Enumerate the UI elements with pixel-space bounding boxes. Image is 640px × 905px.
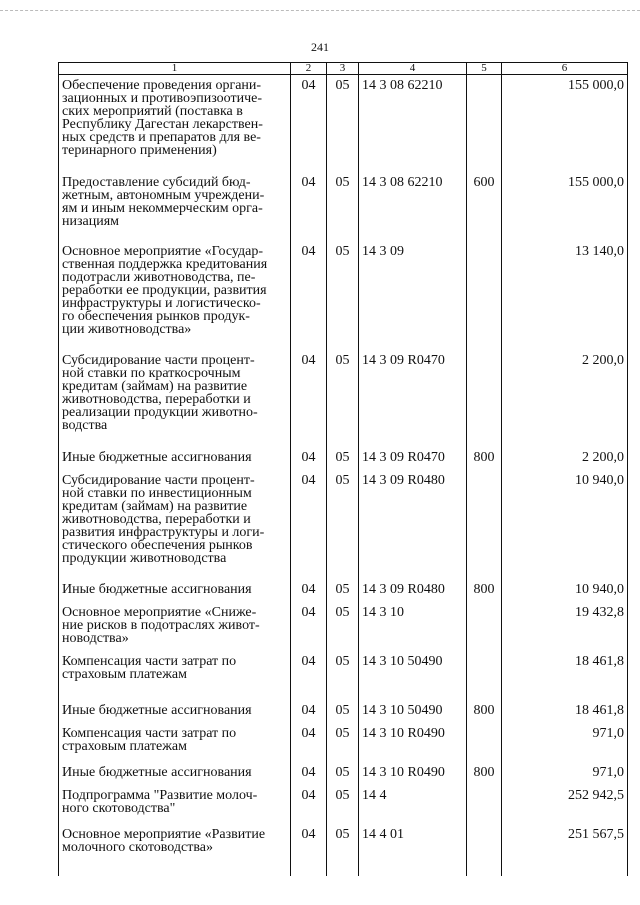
table-row	[59, 785, 628, 824]
row-section: 04	[291, 241, 327, 350]
row-amount: 251 567,5	[502, 824, 628, 876]
row-subsection: 05	[327, 602, 359, 651]
row-name: Основное мероприятие «Сниже- ние рисков в подотраслях живот- новодства»	[59, 602, 291, 651]
row-expense-type: 600	[467, 172, 502, 241]
table-row	[59, 651, 628, 700]
row-amount: 13 140,0	[502, 241, 628, 350]
row-amount: 18 461,8	[502, 700, 628, 723]
row-expense-type	[467, 75, 502, 173]
row-name: Иные бюджетные ассигнования	[59, 762, 291, 785]
row-expense-type	[467, 824, 502, 876]
row-subsection: 05	[327, 651, 359, 700]
row-name: Иные бюджетные ассигнования	[59, 447, 291, 470]
table-row	[59, 470, 628, 579]
header-col-1: 1	[59, 63, 291, 75]
row-amount: 155 000,0	[502, 172, 628, 241]
row-section: 04	[291, 785, 327, 824]
row-expense-type	[467, 350, 502, 447]
row-name: Подпрограмма "Развитие молоч- ного скотоводства"	[59, 785, 291, 824]
table-row	[59, 579, 628, 602]
row-target-code: 14 3 09	[359, 241, 467, 350]
row-expense-type	[467, 241, 502, 350]
budget-table	[58, 62, 628, 876]
row-amount: 252 942,5	[502, 785, 628, 824]
row-section: 04	[291, 602, 327, 651]
header-col-2: 2	[291, 63, 327, 75]
table-row	[59, 241, 628, 350]
row-name: Субсидирование части процент- ной ставки по краткосрочным кредитам (займам) на развитие животноводства, переработки и реализации продукции животно- водства	[59, 350, 291, 447]
row-target-code: 14 3 10 R0490	[359, 723, 467, 762]
row-name: Компенсация части затрат по страховым платежам	[59, 723, 291, 762]
row-subsection: 05	[327, 723, 359, 762]
row-amount: 10 940,0	[502, 470, 628, 579]
row-section: 04	[291, 651, 327, 700]
row-amount: 18 461,8	[502, 651, 628, 700]
row-name: Иные бюджетные ассигнования	[59, 579, 291, 602]
row-expense-type	[467, 602, 502, 651]
row-subsection: 05	[327, 579, 359, 602]
row-amount: 971,0	[502, 723, 628, 762]
row-subsection: 05	[327, 785, 359, 824]
row-section: 04	[291, 723, 327, 762]
row-name: Предоставление субсидий бюд- жетным, автономным учреждени- ям и иным некоммерческим орга- низациям	[59, 172, 291, 241]
row-section: 04	[291, 447, 327, 470]
row-expense-type: 800	[467, 762, 502, 785]
row-name: Компенсация части затрат по страховым платежам	[59, 651, 291, 700]
page-number: 241	[311, 40, 329, 54]
row-amount: 19 432,8	[502, 602, 628, 651]
row-target-code: 14 3 10 50490	[359, 700, 467, 723]
row-expense-type: 800	[467, 700, 502, 723]
row-expense-type	[467, 785, 502, 824]
table-row	[59, 350, 628, 447]
row-subsection: 05	[327, 824, 359, 876]
row-section: 04	[291, 470, 327, 579]
row-subsection: 05	[327, 241, 359, 350]
row-amount: 155 000,0	[502, 75, 628, 173]
row-name: Основное мероприятие «Государ- ственная поддержка кредитования подотрасли животноводства, пе- реработки ее продукции, развития инфраструктуры и логистическо- го обеспечения рынков продук- ции животноводства»	[59, 241, 291, 350]
row-target-code: 14 3 10 R0490	[359, 762, 467, 785]
row-expense-type	[467, 651, 502, 700]
row-target-code: 14 3 08 62210	[359, 75, 467, 173]
header-col-4: 4	[359, 63, 467, 75]
row-expense-type	[467, 470, 502, 579]
row-subsection: 05	[327, 700, 359, 723]
row-target-code: 14 3 09 R0470	[359, 350, 467, 447]
row-expense-type: 800	[467, 447, 502, 470]
row-expense-type: 800	[467, 579, 502, 602]
row-section: 04	[291, 172, 327, 241]
table-row	[59, 602, 628, 651]
table-row	[59, 172, 628, 241]
header-col-5: 5	[467, 63, 502, 75]
row-amount: 971,0	[502, 762, 628, 785]
row-amount: 2 200,0	[502, 447, 628, 470]
row-name: Субсидирование части процент- ной ставки по инвестиционным кредитам (займам) на развитие животноводства, переработки и развития инфраструктуры и логи- стического обеспечения рынков продукции животноводства	[59, 470, 291, 579]
row-subsection: 05	[327, 447, 359, 470]
row-section: 04	[291, 350, 327, 447]
row-target-code: 14 3 10 50490	[359, 651, 467, 700]
row-target-code: 14 3 09 R0480	[359, 579, 467, 602]
row-section: 04	[291, 762, 327, 785]
table-row	[59, 723, 628, 762]
row-section: 04	[291, 75, 327, 173]
table-row	[59, 75, 628, 173]
header-col-6: 6	[502, 63, 628, 75]
row-subsection: 05	[327, 470, 359, 579]
row-subsection: 05	[327, 172, 359, 241]
row-target-code: 14 3 08 62210	[359, 172, 467, 241]
row-subsection: 05	[327, 762, 359, 785]
table-row	[59, 447, 628, 470]
row-amount: 10 940,0	[502, 579, 628, 602]
row-subsection: 05	[327, 350, 359, 447]
row-name: Иные бюджетные ассигнования	[59, 700, 291, 723]
row-expense-type	[467, 723, 502, 762]
scan-top-edge	[0, 10, 640, 11]
row-amount: 2 200,0	[502, 350, 628, 447]
table-row	[59, 700, 628, 723]
table-row	[59, 762, 628, 785]
row-section: 04	[291, 824, 327, 876]
table-row	[59, 824, 628, 876]
row-section: 04	[291, 700, 327, 723]
row-name: Обеспечение проведения органи- зационных и противоэпизоотиче- ских мероприятий (поставка в Республику Дагестан лекарствен- ных средств и препаратов для ве- теринарного применения)	[59, 75, 291, 173]
row-target-code: 14 4 01	[359, 824, 467, 876]
row-target-code: 14 3 09 R0480	[359, 470, 467, 579]
header-col-3: 3	[327, 63, 359, 75]
row-target-code: 14 4	[359, 785, 467, 824]
row-target-code: 14 3 10	[359, 602, 467, 651]
row-section: 04	[291, 579, 327, 602]
row-subsection: 05	[327, 75, 359, 173]
header-row	[59, 63, 628, 75]
row-name: Основное мероприятие «Развитие молочного скотоводства»	[59, 824, 291, 876]
row-target-code: 14 3 09 R0470	[359, 447, 467, 470]
